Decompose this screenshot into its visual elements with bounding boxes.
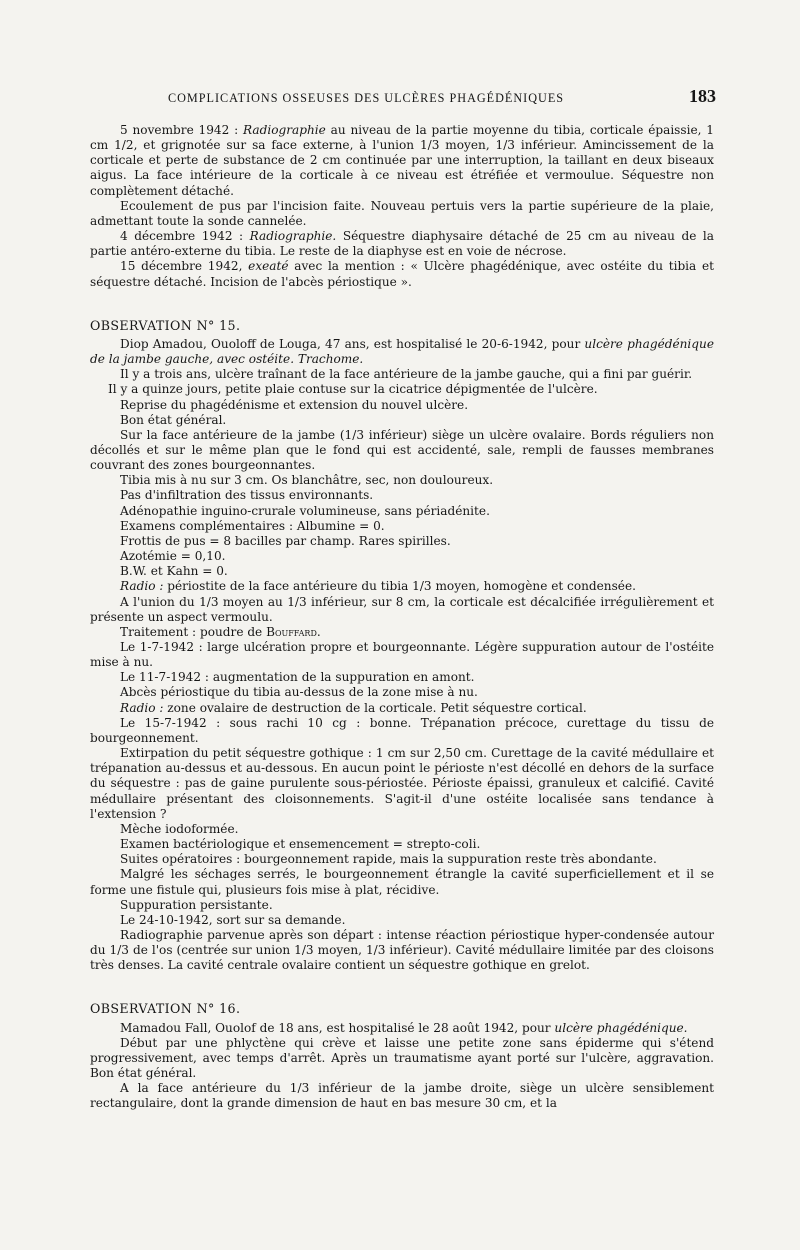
- paragraph: Azotémie = 0,10.: [120, 549, 226, 564]
- paragraph: Examen bactériologique et ensemencement = strepto-coli.: [120, 837, 481, 852]
- paragraph: Tibia mis à nu sur 3 cm. Os blanchâtre, sec, non douloureux.: [120, 473, 494, 488]
- paragraph: Il y a quinze jours, petite plaie contuse sur la cicatrice dépigmentée de l'ulcère.: [108, 382, 598, 397]
- paragraph: Pas d'infiltration des tissus environnants.: [120, 488, 374, 503]
- text-body: [90, 123, 714, 1112]
- paragraph: Reprise du phagédénisme et extension du nouvel ulcère.: [120, 397, 469, 412]
- paragraph: Mèche iodoformée.: [120, 821, 239, 836]
- page-header: [168, 86, 716, 107]
- paragraph: 15 décembre 1942, exeaté avec la mention : « Ulcère phagédénique, avec ostéite du tibia et séquestre détaché. Incision de l'abcès périostique ».: [90, 259, 714, 289]
- page-number: 183: [689, 86, 716, 106]
- paragraph: Diop Amadou, Ouoloff de Louga, 47 ans, est hospitalisé le 20-6-1942, pour ulcère phagédénique de la jambe gauche, avec ostéite. Trachome.: [90, 336, 714, 367]
- paragraph: Radio : zone ovalaire de destruction de la corticale. Petit séquestre cortical.: [120, 700, 587, 715]
- paragraph: Radiographie parvenue après son départ : intense réaction périostique hyper-condensée autour du 1/3 de l'os (centrée sur union 1/3 moyen, 1/3 inférieur). Cavité médullaire limitée par des cloisons très denses. La cavité centrale ovalaire contient un séquestre gothique en grelot.: [90, 927, 714, 973]
- running-title: COMPLICATIONS OSSEUSES DES ULCÈRES PHAGÉDÉNIQUES: [168, 91, 565, 105]
- paragraph: Mamadou Fall, Ouolof de 18 ans, est hospitalisé le 28 août 1942, pour ulcère phagédénique.: [120, 1020, 688, 1035]
- paragraph: B.W. et Kahn = 0.: [120, 564, 228, 579]
- section-heading-obs15: OBSERVATION N° 15.: [90, 317, 241, 333]
- paragraph: A la face antérieure du 1/3 inférieur de la jambe droite, siège un ulcère sensiblement rectangulaire, dont la grande dimension de haut en bas mesure 30 cm, et la: [90, 1081, 714, 1111]
- paragraph: Radio : périostite de la face antérieure du tibia 1/3 moyen, homogène et condensée.: [120, 579, 636, 594]
- paragraph: Extirpation du petit séquestre gothique : 1 cm sur 2,50 cm. Curettage de la cavité médullaire et trépanation au-dessus et au-dessous. En aucun point le périoste n'est décollé en dehors de la surface du séquestre : pas de gaine purulente sous-périostée. Périoste épaissi, granuleux et calcifié. Cavité médullaire présentant des cloisonnements. S'agit-il d'une ostéite localisée sans tendance à l'extension ?: [90, 746, 714, 821]
- paragraph: Bon état général.: [120, 412, 227, 427]
- paragraph: Adénopathie inguino-crurale volumineuse, sans périadénite.: [120, 503, 490, 518]
- paragraph: Frottis de pus = 8 bacilles par champ. Rares spirilles.: [120, 533, 451, 548]
- paragraph: Le 24-10-1942, sort sur sa demande.: [120, 912, 346, 927]
- paragraph: 5 novembre 1942 : Radiographie au niveau de la partie moyenne du tibia, corticale épaissie, 1 cm 1/2, et grignotée sur sa face externe, à l'union 1/3 moyen, 1/3 inférieur. Amincissement de la corticale et perte de substance de 2 cm continuée par une interruption, la taillant en deux biseaux aigus. La face intérieure de la corticale à ce niveau est étréfiée et vermoulue. Séquestre non complètement détaché.: [90, 123, 714, 198]
- paragraph: Le 15-7-1942 : sous rachi 10 cg : bonne. Trépanation précoce, curettage du tissu de bourgeonnement.: [90, 715, 714, 745]
- paragraph: Traitement : poudre de Bouffard.: [120, 624, 321, 639]
- paragraph: Le 1-7-1942 : large ulcération propre et bourgeonnante. Légère suppuration autour de l'ostéite mise à nu.: [90, 640, 714, 670]
- paragraph: Début par une phlyctène qui crève et laisse une petite zone sans épiderme qui s'étend progressivement, avec temps d'arrêt. Après un traumatisme ayant porté sur l'ulcère, aggravation. Bon état général.: [90, 1035, 714, 1081]
- paragraph: Suites opératoires : bourgeonnement rapide, mais la suppuration reste très abondante.: [120, 852, 657, 867]
- paragraph: Abcès périostique du tibia au-dessus de la zone mise à nu.: [120, 685, 478, 700]
- section-heading-obs16: OBSERVATION N° 16.: [90, 1001, 241, 1017]
- paragraph: A l'union du 1/3 moyen au 1/3 inférieur, sur 8 cm, la corticale est décalcifiée irrégulièrement et présente un aspect vermoulu.: [90, 594, 714, 624]
- paragraph: Examens complémentaires : Albumine = 0.: [120, 518, 385, 533]
- paragraph: Ecoulement de pus par l'incision faite. Nouveau pertuis vers la partie supérieure de la plaie, admettant toute la sonde cannelée.: [90, 198, 714, 228]
- paragraph: Malgré les séchages serrés, le bourgeonnement étrangle la cavité superficiellement et il se forme une fistule qui, plusieurs fois mise à plat, récidive.: [90, 867, 714, 897]
- paragraph: Sur la face antérieure de la jambe (1/3 inférieur) siège un ulcère ovalaire. Bords réguliers non décollés et sur le même plan que le fond qui est accidenté, sale, rempli de fausses membranes couvrant des zones bourgeonnantes.: [90, 427, 714, 473]
- paragraph: Le 11-7-1942 : augmentation de la suppuration en amont.: [120, 670, 475, 685]
- paragraph: 4 décembre 1942 : Radiographie. Séquestre diaphysaire détaché de 25 cm au niveau de la partie antéro-externe du tibia. Le reste de la diaphyse est en voie de nécrose.: [90, 229, 714, 259]
- paragraph: Suppuration persistante.: [120, 897, 273, 912]
- paragraph: Il y a trois ans, ulcère traînant de la face antérieure de la jambe gauche, qui a fini par guérir.: [120, 367, 693, 382]
